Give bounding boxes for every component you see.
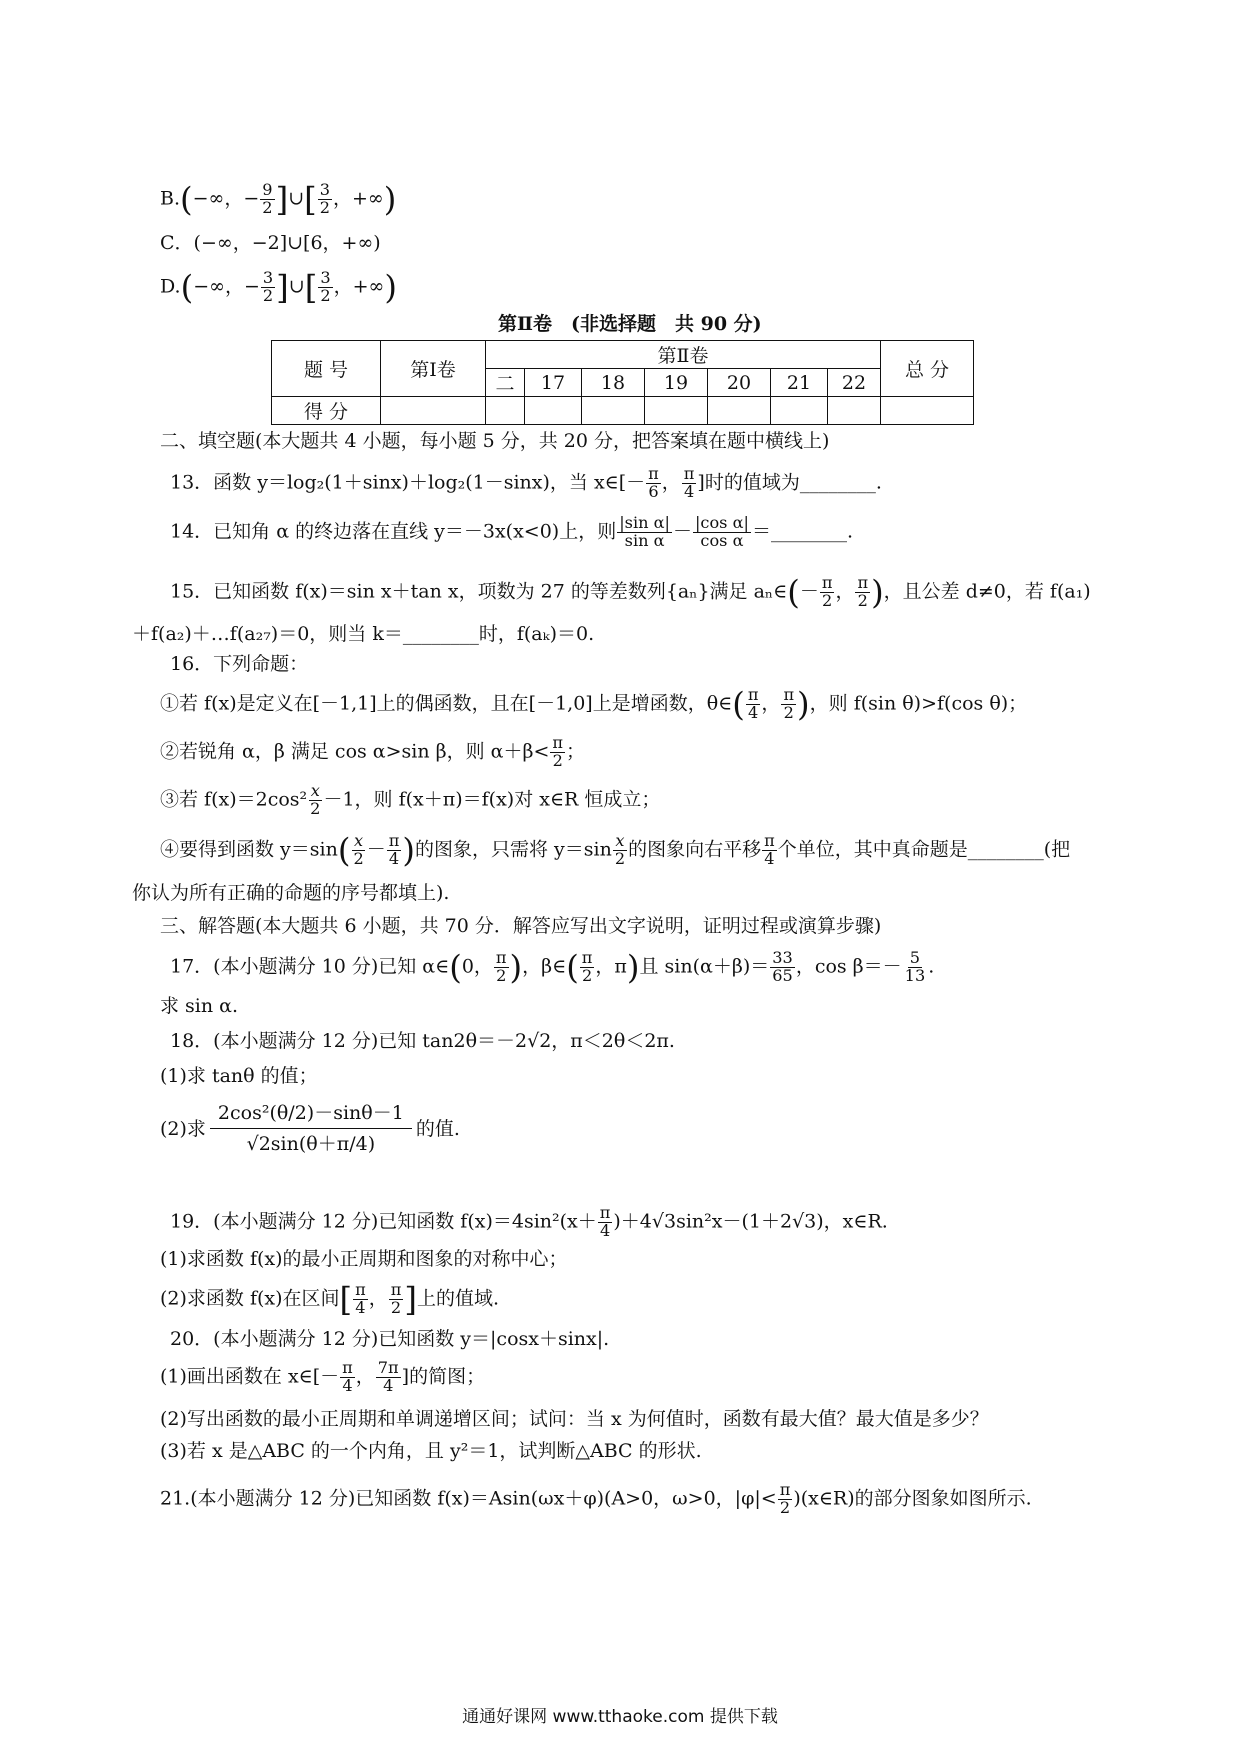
header-tihao: 题 号 bbox=[272, 341, 381, 397]
proposition-4-line2: 你认为所有正确的命题的序号都填上). bbox=[132, 882, 450, 904]
col-header: 二 bbox=[486, 369, 525, 397]
score-cell[interactable] bbox=[582, 397, 645, 425]
solve-header: 三、解答题(本大题共 6 小题，共 70 分．解答应写出文字说明，证明过程或演算步骤) bbox=[160, 915, 882, 937]
score-cell[interactable] bbox=[486, 397, 525, 425]
question-19-part1: (1)求函数 f(x)的最小正周期和图象的对称中心； bbox=[160, 1248, 568, 1270]
col-header: 19 bbox=[645, 369, 708, 397]
proposition-1: ①若 f(x)是定义在[－1,1]上的偶函数，且在[－1,0]上是增函数，θ∈( $\frac{\pi}{4}$ ， $\frac{\pi}{2}$ )，则 f(sin θ)>f(cos θ)； bbox=[160, 685, 1028, 724]
col-header: 17 bbox=[525, 369, 582, 397]
choice-d: D.(−∞，− $\frac{3}{2}$ ]∪[ $\frac{3}{2}$ ，+∞) bbox=[160, 268, 397, 307]
score-cell[interactable] bbox=[708, 397, 771, 425]
question-20-part3: (3)若 x 是△ABC 的一个内角，且 y²＝1，试判断△ABC 的形状. bbox=[160, 1440, 702, 1462]
row-defen: 得 分 bbox=[272, 397, 381, 425]
question-20: 20．(本小题满分 12 分)已知函数 y＝|cosx＋sinx|. bbox=[170, 1328, 610, 1350]
score-cell[interactable] bbox=[771, 397, 828, 425]
question-14: 14．已知角 α 的终边落在直线 y＝－3x(x<0)上，则 $\frac{\text{|sin α|}}{\text{sin α}}$ － $\frac{\text{|cos α|}}{\text{cos α}}$ ＝________. bbox=[170, 513, 853, 550]
header-juan1: 第Ⅰ卷 bbox=[381, 341, 486, 397]
score-cell[interactable] bbox=[645, 397, 708, 425]
question-15: 15．已知函数 f(x)＝sin x＋tan x，项数为 27 的等差数列{aₙ}满足 aₙ∈(－ $\frac{\pi}{2}$ ， $\frac{\pi}{2}$ )，且公差 d≠0，若 f(a₁) bbox=[170, 573, 1091, 612]
score-table bbox=[271, 340, 974, 425]
proposition-3: ③若 f(x)＝2cos² $\frac{x}{2}$ －1，则 f(x＋π)＝f(x)对 x∈R 恒成立； bbox=[160, 781, 661, 818]
section2-title: 第Ⅱ卷 (非选择题 共 90 分) bbox=[498, 313, 762, 335]
choice-b: B.(−∞，− $\frac{9}{2}$ ]∪[ $\frac{3}{2}$ ，+∞) bbox=[160, 180, 397, 219]
choice-c: C．(−∞，−2]∪[6，+∞) bbox=[160, 232, 381, 254]
question-20-part2: (2)写出函数的最小正周期和单调递增区间；试问：当 x 为何值时，函数有最大值？最大值是多少？ bbox=[160, 1408, 989, 1430]
score-cell[interactable] bbox=[381, 397, 486, 425]
score-cell[interactable] bbox=[828, 397, 881, 425]
question-18-part1: (1)求 tanθ 的值； bbox=[160, 1065, 318, 1087]
question-17: 17．(本小题满分 10 分)已知 α∈(0， $\frac{\pi}{2}$ )，β∈( $\frac{\pi}{2}$ ，π)且 sin(α＋β)＝ $\frac{33}{65}$ ，cos β＝－ $\frac{5}{13}$ . bbox=[170, 948, 935, 987]
proposition-4: ④要得到函数 y＝sin( $\frac{x}{2}$ － $\frac{\pi}{4}$ )的图象，只需将 y＝sin $\frac{x}{2}$ 的图象向右平移 $\frac{\pi}{4}$ 个单位，其中真命题是________(把 bbox=[160, 831, 1071, 870]
question-15-line2: ＋f(a₂)＋…f(a₂₇)＝0，则当 k＝________时，f(aₖ)＝0. bbox=[132, 623, 595, 645]
question-20-part1: (1)画出函数在 x∈[－ $\frac{\pi}{4}$ ， $\frac{7\pi}{4}$ ]的简图； bbox=[160, 1358, 486, 1395]
question-19: 19．(本小题满分 12 分)已知函数 f(x)＝4sin²(x＋ $\frac{\pi}{4}$ )＋4√3sin²x－(1＋2√3)，x∈R. bbox=[170, 1203, 888, 1240]
proposition-2: ②若锐角 α，β 满足 cos α>sin β，则 α＋β< $\frac{\pi}{2}$ ； bbox=[160, 733, 586, 770]
question-16-intro: 16．下列命题： bbox=[170, 653, 309, 675]
question-19-part2: (2)求函数 f(x)在区间[ $\frac{\pi}{4}$ ， $\frac{\pi}{2}$ ]上的值域. bbox=[160, 1280, 500, 1319]
footer: 通通好课网 www.tthaoke.com 提供下载 bbox=[462, 1707, 778, 1727]
score-cell[interactable] bbox=[881, 397, 974, 425]
col-header: 18 bbox=[582, 369, 645, 397]
question-18: 18．(本小题满分 12 分)已知 tan2θ＝－2√2，π＜2θ＜2π. bbox=[170, 1030, 675, 1052]
question-13: 13．函数 y＝log₂(1＋sinx)＋log₂(1－sinx)，当 x∈[－ $\frac{\pi}{6}$ ， $\frac{\pi}{4}$ ]时的值域为________. bbox=[170, 464, 882, 501]
col-header: 20 bbox=[708, 369, 771, 397]
header-juan2: 第Ⅱ卷 bbox=[486, 341, 881, 369]
fill-header: 二、填空题(本大题共 4 小题，每小题 5 分，共 20 分，把答案填在题中横线上) bbox=[160, 430, 830, 452]
col-header: 21 bbox=[771, 369, 828, 397]
header-total: 总 分 bbox=[881, 341, 974, 397]
score-cell[interactable] bbox=[525, 397, 582, 425]
question-18-part2: (2)求 2cos²(θ/2)－sinθ－1 √2sin(θ＋π/4) 的值. bbox=[160, 1102, 460, 1155]
question-17-line2: 求 sin α. bbox=[160, 995, 239, 1017]
col-header: 22 bbox=[828, 369, 881, 397]
question-21: 21.(本小题满分 12 分)已知函数 f(x)＝Asin(ωx＋φ)(A>0，ω>0，|φ|< $\frac{\pi}{2}$ )(x∈R)的部分图象如图所示. bbox=[160, 1480, 1032, 1517]
